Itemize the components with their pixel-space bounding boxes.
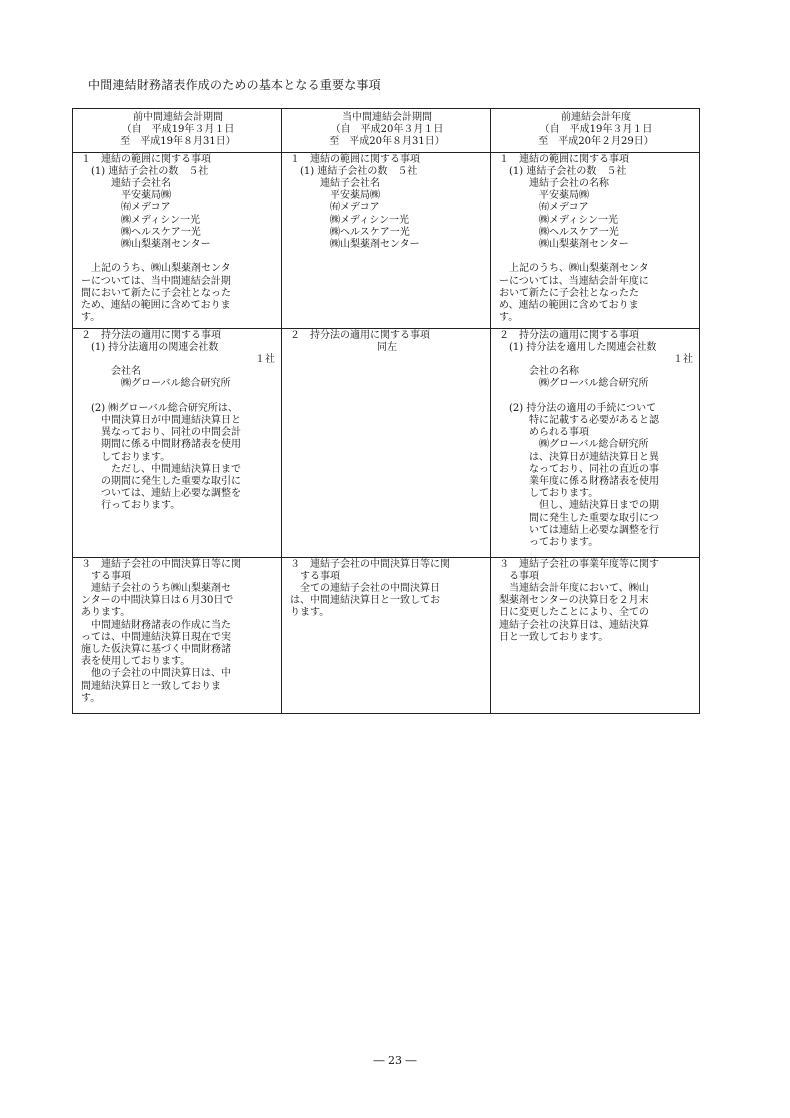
cell-text-line: ただし、中間連結決算日まで [111, 463, 241, 475]
cell-text-line: 但し、連結決算日までの期 [539, 500, 659, 512]
cell-text-line: 上記のうち、㈱山梨薬剤センタ [91, 263, 231, 275]
cell-text-line: １ 連結の範囲に関する事項 [81, 153, 211, 165]
header-line: 至 平成20年８月31日） [329, 136, 445, 148]
cell-text-line: ㈱山梨薬剤センター [539, 239, 629, 251]
cell-text-line: ㈱ヘルスケア一光 [121, 226, 201, 238]
cell-text-line: あります。 [81, 607, 131, 619]
cell-text-line: ーについては、当中間連結会計期 [81, 275, 231, 287]
cell-text-line: ーについては、当連結会計年度に [499, 275, 649, 287]
cell-text-line: する事項 [91, 570, 131, 582]
cell-text-line: ㈱メディシン一光 [330, 214, 409, 226]
cell-text-line: 同左 [377, 341, 397, 353]
table-row-subsidiary-closing-dates [73, 557, 700, 713]
cell-text-line: １ 連結の範囲に関する事項 [290, 153, 420, 165]
cell-text-line: 中間決算日が中間連結決算日と [101, 415, 241, 427]
cell-text-line: ３ 連結子会社の事業年度等に関す [499, 558, 659, 570]
cell-text-line: ㈱グローバル総合研究所 [539, 378, 649, 390]
cell-text-line: 平安薬局㈱ [121, 190, 171, 202]
header-prior-interim-period [73, 109, 282, 153]
header-line: 当中間連結会計期間 [342, 112, 432, 123]
cell-text-line: ２ 持分法の適用に関する事項 [290, 329, 430, 341]
cell-text-line: 間に発生した重要な取引につ [529, 512, 659, 524]
header-line: （自 平成20年３月１日 [330, 124, 444, 136]
accounting-policies-table [72, 108, 700, 714]
table-row-equity-method [73, 328, 700, 557]
cell-text-line: ㈱メディシン一光 [121, 214, 200, 226]
header-line: 至 平成19年８月31日） [120, 136, 236, 148]
cell-text-line: ㈱メディシン一光 [539, 214, 618, 226]
cell-text-line: いては連結上必要な調整を行 [529, 524, 659, 536]
cell-text-line: 連結子会社のうち㈱山梨薬剤セ [91, 583, 231, 595]
header-line: 前連結会計年度 [561, 112, 631, 123]
cell-text-line: しております。 [529, 488, 599, 500]
cell-text-line: ㈱山梨薬剤センター [330, 239, 420, 251]
cell-text-line: １社 [673, 354, 693, 366]
cell-text-line: の期間に発生した重要な取引に [101, 476, 241, 488]
cell-text-line: められる事項 [529, 427, 589, 439]
cell-text-line: 日に変更したことにより、全ての [499, 607, 649, 619]
cell-text-line: 異なっており、同社の中間会計 [101, 427, 241, 439]
blank-line [499, 391, 693, 403]
table-row-consolidation-scope [73, 152, 700, 328]
cell-text-line: 施した仮決算に基づく中間財務諸 [81, 644, 231, 656]
cell-text-line: 業年度に係る財務諸表を使用 [529, 476, 659, 488]
header-line: （自 平成19年３月１日 [539, 124, 653, 136]
cell-text-line: は、中間連結決算日と一致してお [290, 595, 440, 607]
cell-text-line: ㈱グローバル総合研究所 [121, 378, 231, 390]
document-title: 中間連結財務諸表作成のための基本となる重要な事項 [88, 78, 381, 92]
cell-prior-interim [73, 328, 282, 557]
cell-text-line: 全ての連結子会社の中間決算日 [300, 583, 440, 595]
cell-text-line: 会社の名称 [529, 366, 579, 378]
cell-text-line: ２ 持分法の適用に関する事項 [81, 329, 221, 341]
cell-text-line: 行っております。 [101, 500, 181, 512]
cell-text-line: なっており、同社の直近の事 [529, 463, 659, 475]
cell-text-line: (1) 連結子会社の数 ５社 [91, 165, 209, 177]
cell-text-line: っております。 [529, 537, 599, 549]
cell-prior-year [491, 152, 700, 328]
cell-text-line: 期間に係る中間財務諸表を使用 [101, 439, 241, 451]
cell-text-line: 表を使用しております。 [81, 656, 191, 668]
cell-text-line: ３ 連結子会社の中間決算日等に関 [290, 558, 450, 570]
cell-text-line: 平安薬局㈱ [539, 190, 589, 202]
cell-text-line: 当連結会計年度において、㈱山 [509, 583, 649, 595]
cell-text-line: 間において新たに子会社となった [81, 287, 231, 299]
cell-text-line: １ 連結の範囲に関する事項 [499, 153, 629, 165]
cell-current-interim [282, 557, 491, 713]
cell-text-line: ㈲メデコア [121, 202, 171, 214]
cell-text-line: 他の子会社の中間決算日は、中 [91, 668, 231, 680]
cell-prior-year [491, 328, 700, 557]
header-line: 至 平成20年２月29日） [538, 136, 654, 148]
cell-text-line: ２ 持分法の適用に関する事項 [499, 329, 639, 341]
cell-text-line: ります。 [290, 607, 330, 619]
cell-text-line: (2) 持分法の適用の手続について [509, 402, 657, 414]
cell-text-line: する事項 [300, 570, 340, 582]
cell-text-line: ㈲メデコア [539, 202, 589, 214]
cell-text-line: 連結子会社名 [111, 178, 171, 190]
cell-text-line: ため、連結の範囲に含めておりま [81, 300, 231, 312]
cell-text-line: す。 [81, 692, 101, 704]
cell-prior-interim [73, 152, 282, 328]
cell-text-line: 中間連結財務諸表の作成に当た [91, 619, 231, 631]
cell-current-interim [282, 152, 491, 328]
header-current-interim-period [282, 109, 491, 153]
blank-line [81, 251, 275, 263]
cell-text-line: す。 [499, 312, 519, 324]
cell-text-line: (1) 連結子会社の数 ５社 [509, 165, 627, 177]
cell-text-line: 連結子会社の決算日は、連結決算 [499, 619, 649, 631]
header-line: 前中間連結会計期間 [133, 112, 223, 123]
cell-text-line: す。 [81, 312, 101, 324]
cell-text-line: (1) 持分法を適用した関連会社数 [509, 341, 657, 353]
cell-text-line: ㈱グローバル総合研究所 [539, 439, 649, 451]
page-number: ― 23 ― [373, 1054, 417, 1067]
cell-text-line: っては、中間連結決算日現在で実 [81, 631, 231, 643]
header-prior-fiscal-year [491, 109, 700, 153]
cell-text-line: １社 [255, 354, 275, 366]
cell-text-line: 連結子会社の名称 [529, 178, 609, 190]
cell-prior-interim [73, 557, 282, 713]
table-header-row [73, 109, 700, 153]
cell-text-line: ㈱山梨薬剤センター [121, 239, 211, 251]
cell-text-line: おいて新たに子会社となったた [499, 287, 639, 299]
cell-text-line: め、連結の範囲に含めておりま [499, 300, 639, 312]
blank-line [499, 251, 693, 263]
cell-text-line: (2) ㈱グローバル総合研究所は、 [91, 402, 238, 414]
cell-text-line: しております。 [101, 451, 171, 463]
cell-text-line: 平安薬局㈱ [330, 190, 380, 202]
cell-text-line: は、決算日が連結決算日と異 [529, 451, 659, 463]
cell-current-interim [282, 328, 491, 557]
cell-text-line: ㈲メデコア [330, 202, 380, 214]
cell-prior-year [491, 557, 700, 713]
cell-text-line: る事項 [509, 570, 539, 582]
cell-text-line: (1) 持分法適用の関連会社数 [91, 341, 219, 353]
cell-text-line: 梨薬剤センターの決算日を２月末 [499, 595, 649, 607]
blank-line [81, 391, 275, 403]
cell-text-line: ンターの中間決算日は６月30日で [81, 595, 234, 607]
cell-text-line: ㈱ヘルスケア一光 [539, 226, 619, 238]
header-line: （自 平成19年３月１日 [121, 124, 235, 136]
cell-text-line: 連結子会社名 [320, 178, 380, 190]
cell-text-line: ㈱ヘルスケア一光 [330, 226, 410, 238]
cell-text-line: 特に記載する必要があると認 [529, 415, 659, 427]
cell-text-line: 日と一致しております。 [499, 631, 609, 643]
cell-text-line: ３ 連結子会社の中間決算日等に関 [81, 558, 241, 570]
cell-text-line: (1) 連結子会社の数 ５社 [300, 165, 418, 177]
cell-text-line: 上記のうち、㈱山梨薬剤センタ [509, 263, 649, 275]
cell-text-line: 間連結決算日と一致しておりま [81, 680, 221, 692]
cell-text-line: 会社名 [111, 366, 141, 378]
cell-text-line: ついては、連結上必要な調整を [101, 488, 241, 500]
